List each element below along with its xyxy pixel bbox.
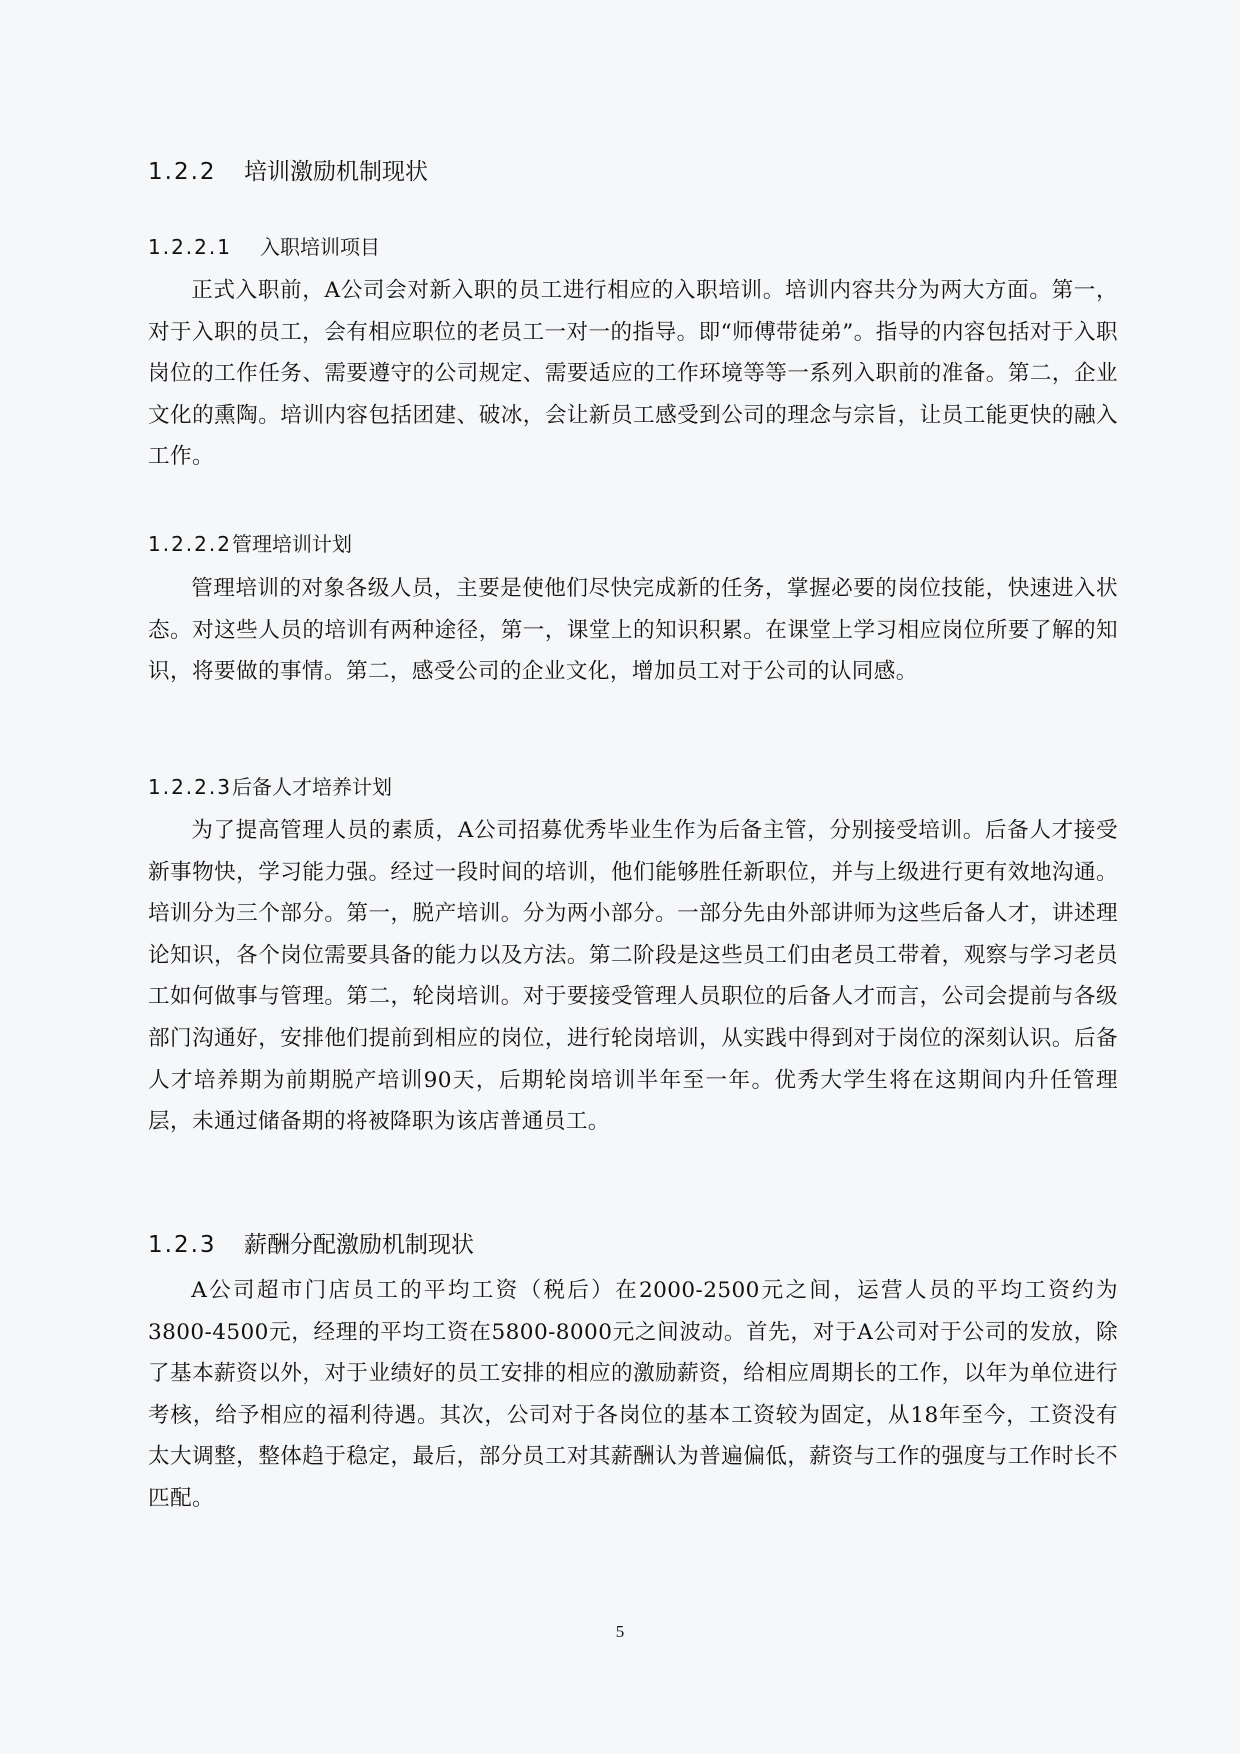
section-heading-1-2-2-3 [148, 773, 392, 801]
section-heading-1-2-2-1 [148, 233, 380, 261]
section-title: 管理培训计划 [231, 532, 352, 556]
section-heading-1-2-2 [148, 157, 428, 187]
section-title: 薪酬分配激励机制现状 [244, 1232, 474, 1258]
paragraph-onboarding-training: 正式入职前，A公司会对新入职的员工进行相应的入职培训。培训内容共分为两大方面。第一，对于入职的员工，会有相应职位的老员工一对一的指导。即“师傅带徒弟”。指导的内容包括对于入职岗位的工作任务、需要遵守的公司规定、需要适应的工作环境等等一系列入职前的准备。第二，企业文化的熏陶。培训内容包括团建、破冰，会让新员工感受到公司的理念与宗旨，让员工能更快的融入工作。 [148, 278, 1118, 470]
section-title: 入职培训项目 [260, 235, 380, 259]
paragraph-reserve-talent-training: 为了提高管理人员的素质，A公司招募优秀毕业生作为后备主管，分别接受培训。后备人才接受新事物快，学习能力强。经过一段时间的培训，他们能够胜任新职位，并与上级进行更有效地沟通。培训分为三个部分。第一，脱产培训。分为两小部分。一部分先由外部讲师为这些后备人才，讲述理论知识，各个岗位需要具备的能力以及方法。第二阶段是这些员工们由老员工带着，观察与学习老员工如何做事与管理。第二，轮岗培训。对于要接受管理人员职位的后备人才而言，公司会提前与各级部门沟通好，安排他们提前到相应的岗位，进行轮岗培训，从实践中得到对于岗位的深刻认识。后备人才培养期为前期脱产培训90天，后期轮岗培训半年至一年。优秀大学生将在这期间内升任管理层，未通过储备期的将被降职为该店普通员工。 [148, 818, 1118, 1135]
section-number: 1.2.2.1 [148, 235, 232, 259]
section-number: 1.2.2.2 [148, 532, 232, 556]
section-heading-1-2-3 [148, 1230, 474, 1260]
section-title: 后备人才培养计划 [231, 775, 392, 799]
section-number: 1.2.2 [148, 159, 217, 185]
section-number: 1.2.3 [148, 1232, 217, 1258]
paragraph-management-training: 管理培训的对象各级人员，主要是使他们尽快完成新的任务，掌握必要的岗位技能，快速进入状态。对这些人员的培训有两种途径，第一，课堂上的知识积累。在课堂上学习相应岗位所要了解的知识，将要做的事情。第二，感受公司的企业文化，增加员工对于公司的认同感。 [148, 576, 1118, 685]
section-number: 1.2.2.3 [148, 775, 232, 799]
page-number: 5 [615, 1622, 625, 1641]
paragraph-salary-incentive: A公司超市门店员工的平均工资（税后）在2000-2500元之间，运营人员的平均工资约为3800-4500元，经理的平均工资在5800-8000元之间波动。首先，对于A公司对于公司的发放，除了基本薪资以外，对于业绩好的员工安排的相应的激励薪资，给相应周期长的工作，以年为单位进行考核，给予相应的福利待遇。其次，公司对于各岗位的基本工资较为固定，从18年至今，工资没有太大调整，整体趋于稳定，最后，部分员工对其薪酬认为普遍偏低，薪资与工作的强度与工作时长不匹配。 [148, 1278, 1118, 1511]
section-heading-1-2-2-2 [148, 530, 352, 558]
section-title: 培训激励机制现状 [244, 159, 428, 185]
